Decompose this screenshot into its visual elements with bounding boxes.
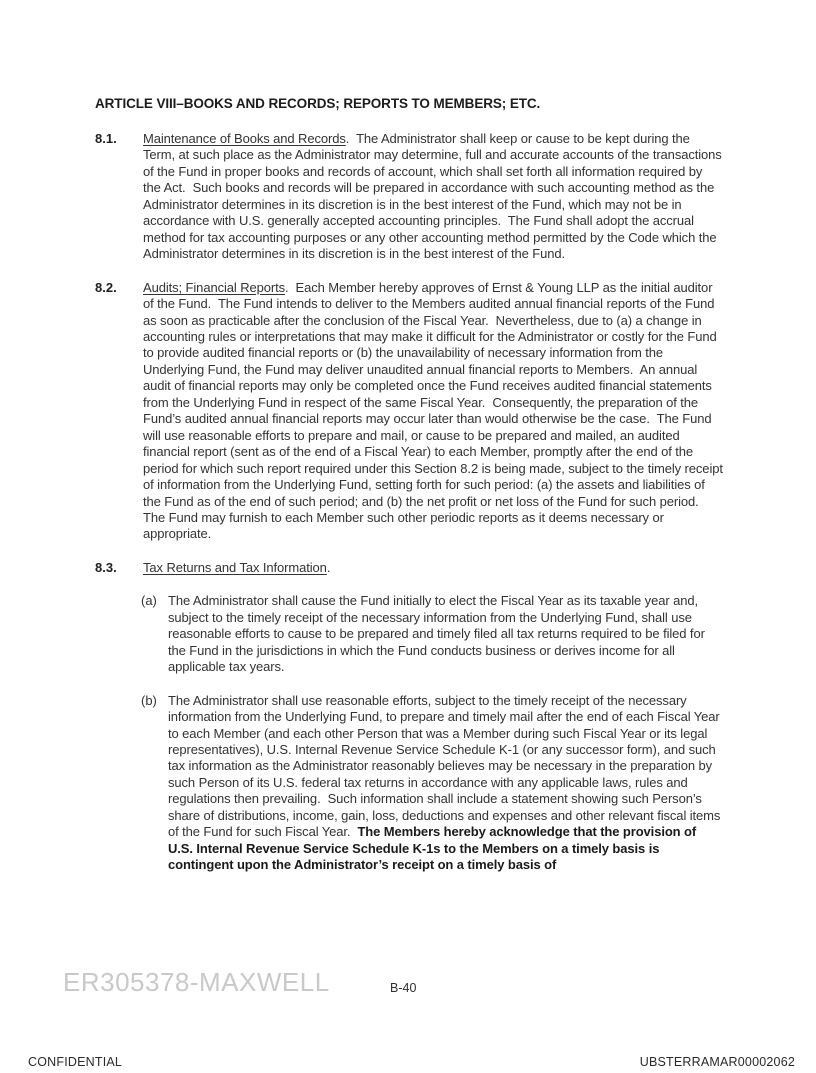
section-text <box>143 131 726 263</box>
subsection-bold-text: The Members hereby acknowledge that the provision of U.S. Internal Revenue Service Schedule K-1s to the Members on a timely basis is contingent upon the Administrator’s receipt on a timely basis of <box>168 824 700 873</box>
section-8-3 <box>95 560 723 576</box>
section-8-2 <box>95 279 727 543</box>
section-heading-period: . <box>326 559 331 575</box>
section-text <box>143 560 723 576</box>
subsection-b <box>141 693 723 874</box>
subsection-a <box>141 593 723 675</box>
subsection-label: (b) <box>141 692 157 708</box>
section-heading-underlined: Audits; Financial Reports <box>143 279 286 295</box>
section-heading-underlined: Tax Returns and Tax Information <box>143 559 327 575</box>
subsection-plain-text: The Administrator shall use reasonable efforts, subject to the timely receipt of the necessary information from the Underlying Fund, to prepare and timely mail after the end of each Fiscal Year to each Member (and each other Person that was a Member during such Fiscal Year or its legal representatives), U.S. Internal Revenue Service Schedule K-1 (or any successor form), and such tax information as the Administrator reasonably believes may be necessary in the preparation by such Person of its U.S. federal tax returns in accordance with any applicable laws, rules and regulations then prevailing. Such information shall include a statement showing such Person’s share of distributions, income, gain, loss, deductions and expenses and other relevant fiscal items of the Fund for such Fiscal Year. <box>168 692 724 840</box>
section-8-1 <box>95 131 726 263</box>
document-body <box>95 96 727 891</box>
section-text <box>143 279 727 543</box>
section-number: 8.1. <box>95 131 117 146</box>
section-body-text: . Each Member hereby approves of Ernst & Young LLP as the initial auditor of the Fund. The Fund intends to deliver to the Members audited annual financial reports of the Fund as soon as practicable after the conclusion of the Fiscal Year. Nevertheless, due to (a) a change in accounting rules or interpretations that may make it difficult for the Administrator or costly for the Fund to provide audited financial reports or (b) the unavailability of necessary information from the Underlying Fund, the Fund may deliver unaudited annual financial reports to Members. An annual audit of financial reports may only be completed once the Fund receives audited financial statements from the Underlying Fund in respect of the same Fiscal Year. Consequently, the preparation of the Fund’s audited annual financial reports may occur later than would otherwise be the case. The Fund will use reasonable efforts to prepare and mail, or cause to be prepared and mailed, an audited financial report (sent as of the end of a Fiscal Year) to each Member, promptly after the end of the period for which such report required under this Section 8.2 is being made, subject to the timely receipt of information from the Underlying Fund, setting forth for such period: (a) the assets and liabilities of the Fund as of the end of such period; and (b) the net profit or net loss of the Fund for such period. <box>143 279 727 509</box>
section-8-1-paragraph <box>143 131 726 263</box>
section-body-text: . The Administrator shall keep or cause to be kept during the Term, at such place as the Administrator may determine, full and accurate accounts of the transactions of the Fund in proper books and records of account, which shall set forth all information required by the Act. Such books and records will be prepared in accordance with such accounting method as the Administrator determines in its discretion is in the best interest of the Fund, which may not be in accordance with U.S. generally accepted accounting principles. The Fund shall adopt the accrual method for tax accounting purposes or any other accounting method permitted by the Code which the Administrator determines in its discretion is in the best interest of the Fund. <box>143 131 726 262</box>
subsection-label: (a) <box>141 593 157 609</box>
section-8-3-heading-line <box>143 560 723 576</box>
section-8-3-subsections <box>141 593 723 873</box>
section-number: 8.3. <box>95 559 117 575</box>
article-heading: ARTICLE VIII–BOOKS AND RECORDS; REPORTS TO MEMBERS; ETC. <box>95 96 541 111</box>
section-8-2-continuation: The Fund may furnish to each Member such other periodic reports as it deems necessary or appropriate. <box>143 509 668 542</box>
subsection-text <box>168 693 723 874</box>
bates-watermark: ER305378-MAXWELL <box>63 967 330 997</box>
confidential-stamp: CONFIDENTIAL <box>28 1055 123 1069</box>
section-8-2-paragraph <box>143 279 727 510</box>
section-heading-underlined: Maintenance of Books and Records <box>143 131 346 146</box>
subsection-text: The Administrator shall cause the Fund initially to elect the Fiscal Year as its taxable year and, subject to the timely receipt of the necessary information from the Underlying Fund, shall use reasonable efforts to cause to be prepared and timely filed all tax returns required to be filed for the Fund in the jurisdictions in which the Fund conducts business or derives income for all applicable tax years. <box>168 593 709 675</box>
page-number: B-40 <box>390 981 417 995</box>
bates-number: UBSTERRAMAR00002062 <box>639 1055 795 1069</box>
section-number: 8.2. <box>95 279 117 295</box>
